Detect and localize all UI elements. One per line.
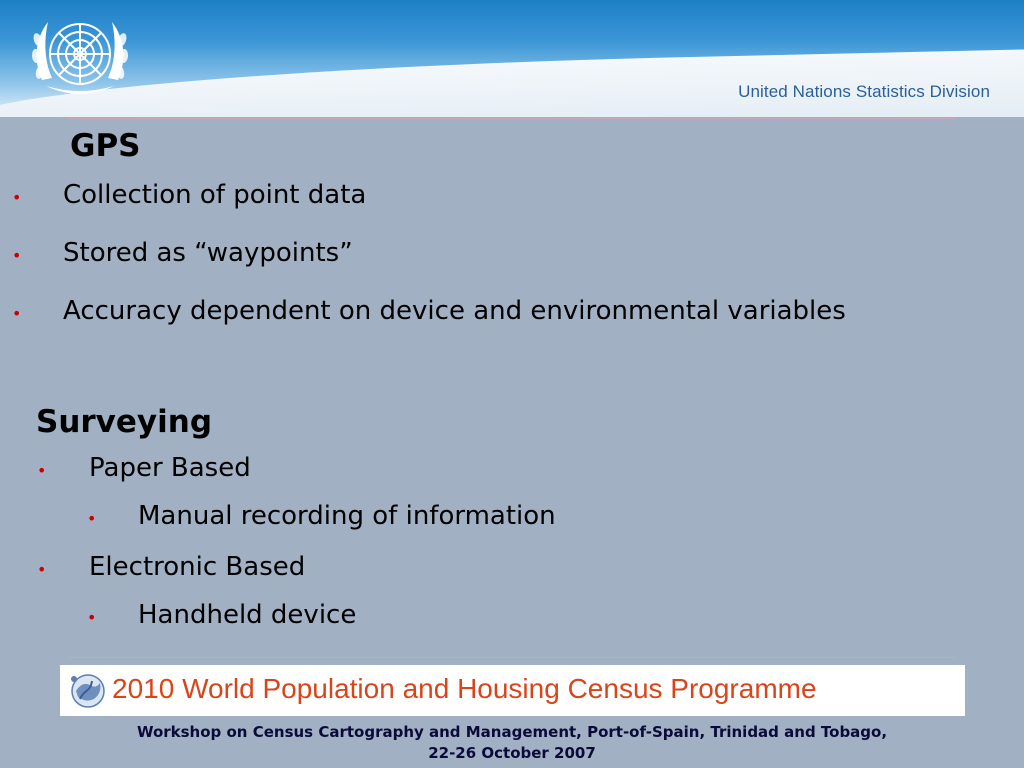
gps-bullet-3 bbox=[12, 296, 846, 326]
gps-bullet-text: Stored as “waypoints” bbox=[63, 238, 353, 268]
surveying-subitem-label: Manual recording of information bbox=[138, 501, 556, 531]
gps-bullet-text: Collection of point data bbox=[63, 180, 367, 210]
bullet-icon: • bbox=[37, 560, 47, 579]
bottom-divider bbox=[68, 657, 956, 658]
footer-line-2: 22-26 October 2007 bbox=[428, 744, 596, 762]
bullet-icon: • bbox=[12, 304, 22, 323]
workshop-footer bbox=[0, 722, 1024, 764]
surveying-item-1 bbox=[37, 453, 251, 483]
bullet-icon: • bbox=[87, 509, 97, 528]
organization-name: United Nations Statistics Division bbox=[738, 82, 990, 101]
bullet-icon: • bbox=[12, 188, 22, 207]
surveying-title: Surveying bbox=[36, 404, 213, 440]
gps-bullet-text: Accuracy dependent on device and environmental variables bbox=[63, 296, 846, 326]
surveying-subitem-label: Handheld device bbox=[138, 600, 357, 630]
gps-bullet-1 bbox=[12, 180, 366, 210]
surveying-subitem-2 bbox=[87, 600, 356, 630]
surveying-subitem-1 bbox=[87, 501, 556, 531]
surveying-item-label: Paper Based bbox=[89, 453, 251, 483]
surveying-item-label: Electronic Based bbox=[89, 552, 306, 582]
census-programme-banner bbox=[60, 665, 965, 716]
footer-line-1: Workshop on Census Cartography and Management, Port-of-Spain, Trinidad and Tobago, bbox=[136, 723, 888, 741]
gps-bullet-2 bbox=[12, 238, 353, 268]
surveying-item-2 bbox=[37, 552, 305, 582]
top-divider bbox=[68, 118, 956, 119]
slide-header bbox=[0, 0, 1024, 117]
census-globe-icon bbox=[66, 669, 110, 711]
census-programme-title: 2010 World Population and Housing Census Programme bbox=[112, 673, 817, 704]
gps-title: GPS bbox=[70, 128, 141, 164]
bullet-icon: • bbox=[12, 246, 22, 265]
bullet-icon: • bbox=[37, 461, 47, 480]
bullet-icon: • bbox=[87, 608, 97, 627]
un-emblem-icon bbox=[28, 10, 132, 102]
